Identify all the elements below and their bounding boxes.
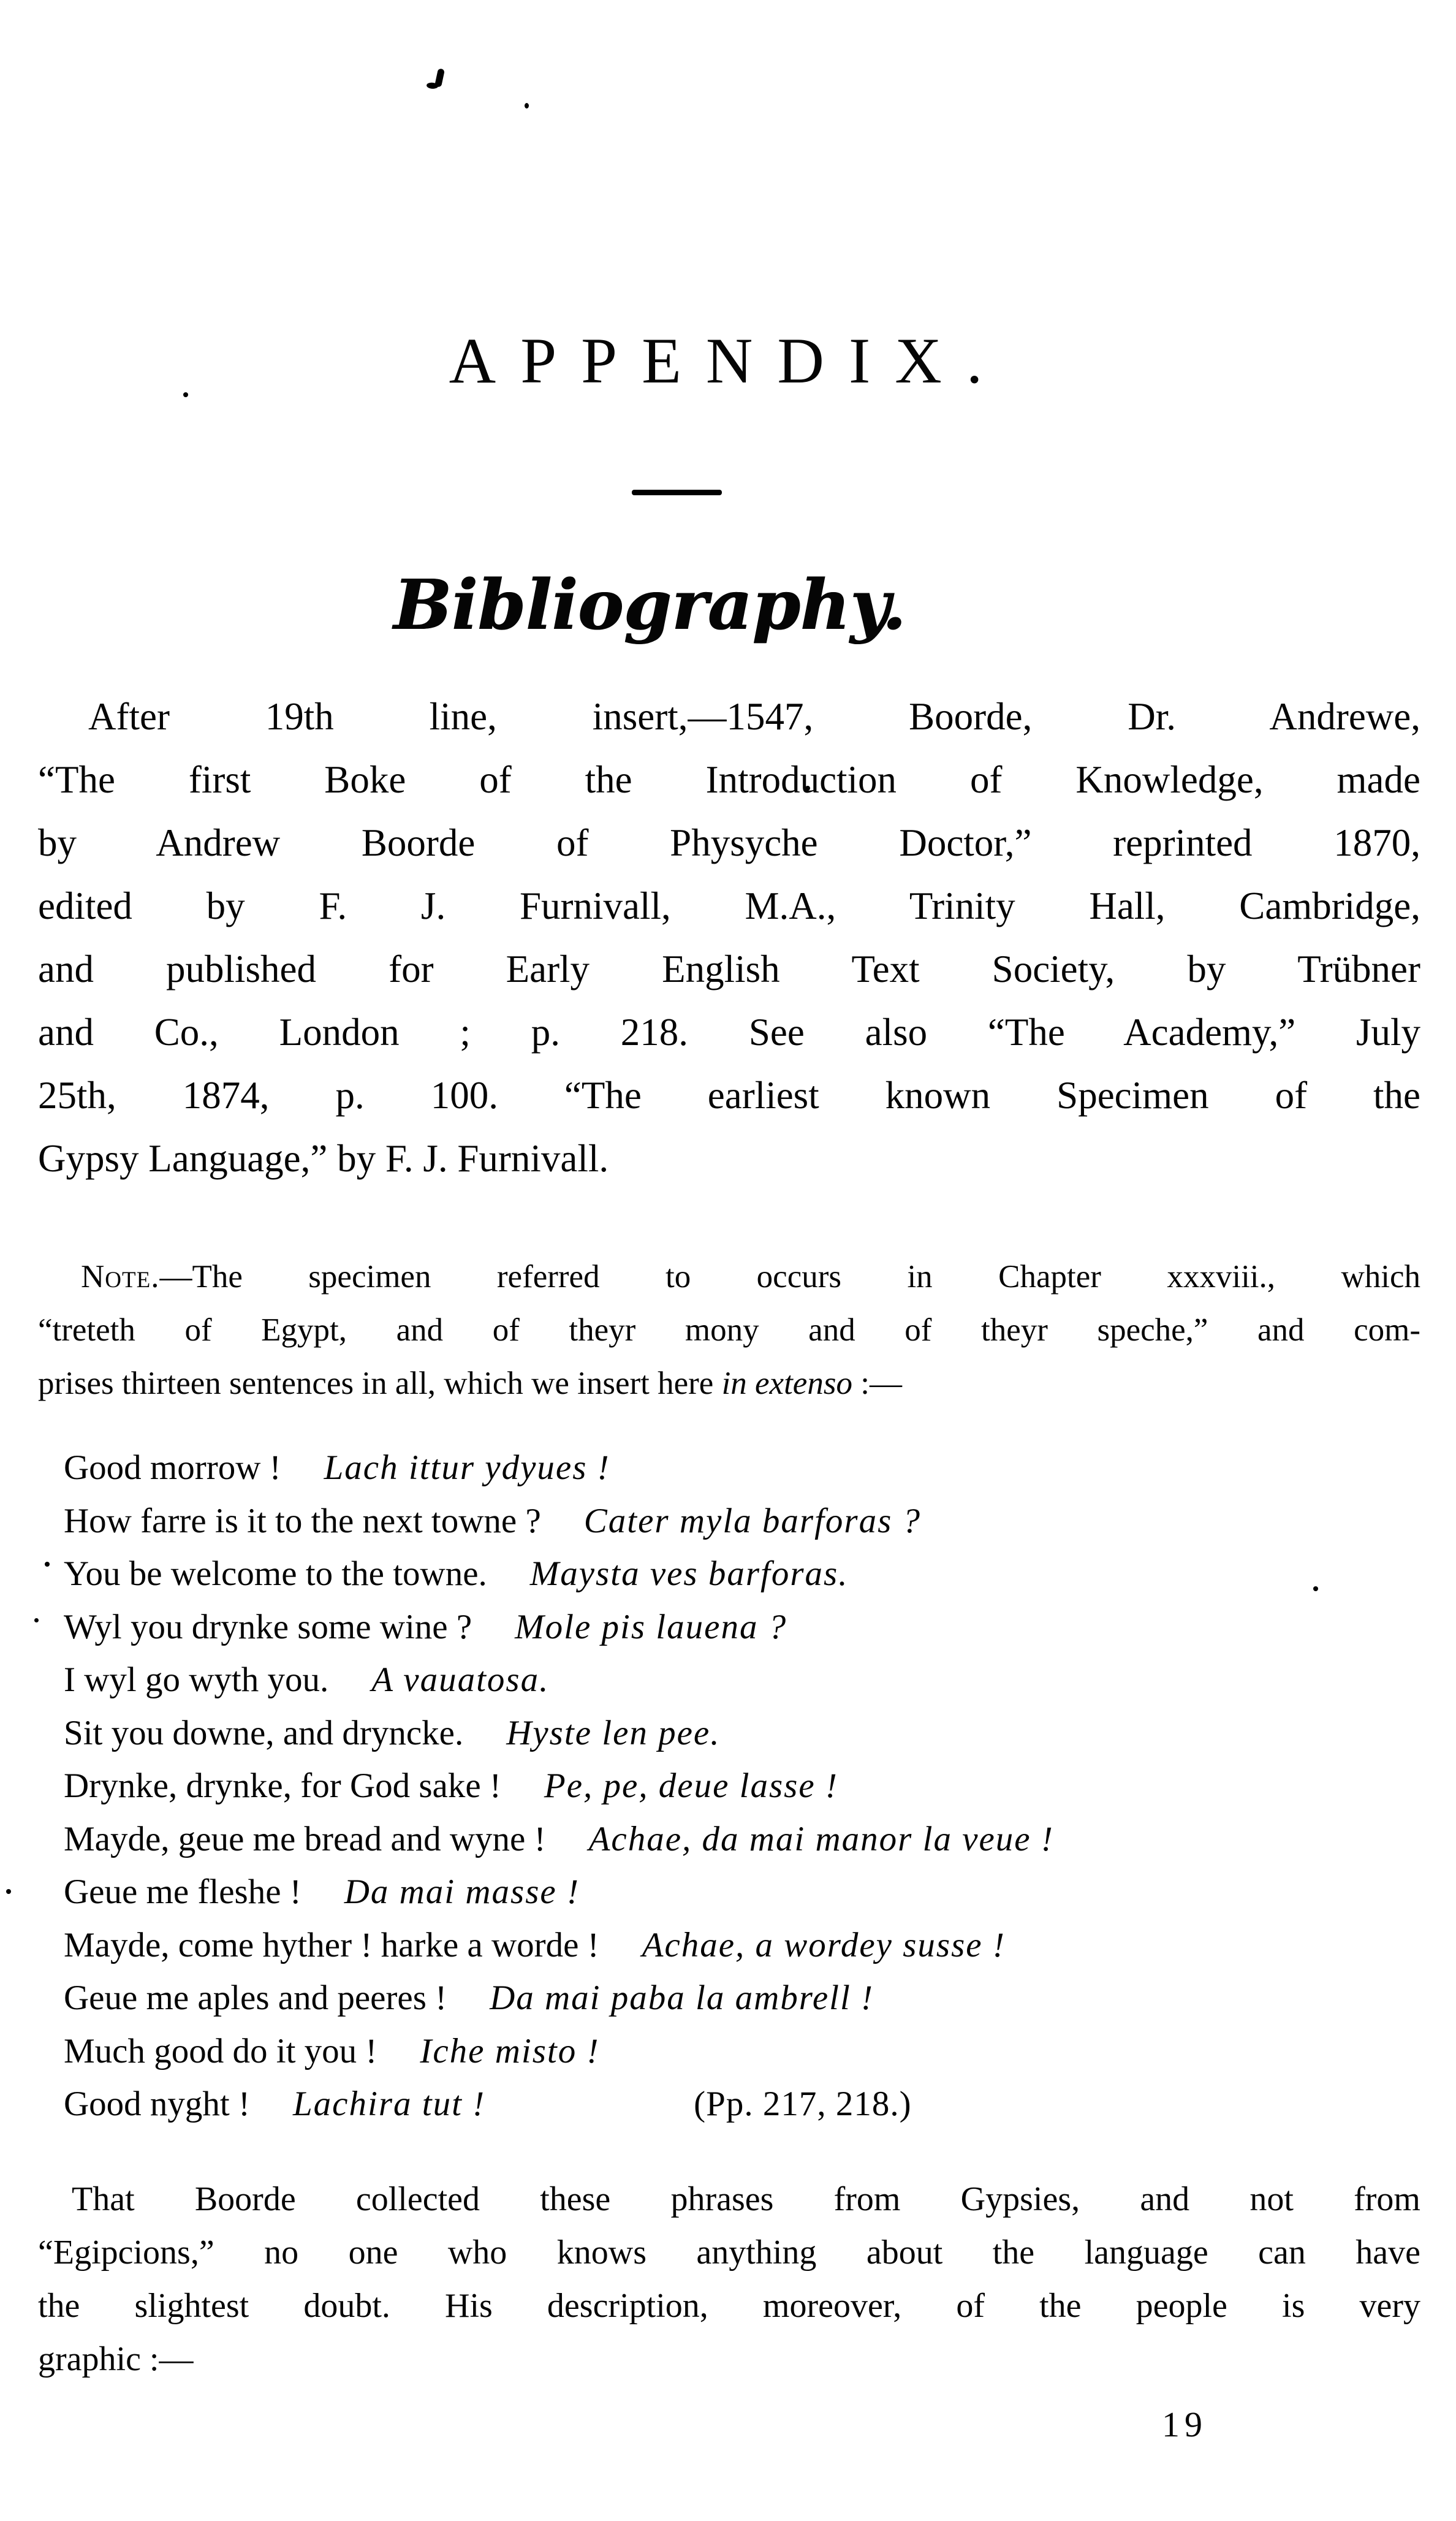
phrase-english: Mayde, come hyther ! harke a worde ! (64, 1925, 599, 1964)
phrase-english: Much good do it you ! (64, 2031, 377, 2070)
phrase-romani: Da mai masse ! (344, 1873, 580, 1911)
phrase-romani: Lach ittur ydyues ! (324, 1448, 610, 1487)
text-segment: :— (852, 1366, 902, 1401)
phrase-row (64, 1495, 1430, 1548)
phrase-english: Good morrow ! (64, 1448, 281, 1487)
text-segment: prises thirteen sentences in all, which we insert here (38, 1366, 722, 1401)
phrase-row (64, 1654, 1430, 1707)
ink-speck (434, 68, 445, 88)
note-paragraph (38, 1250, 1420, 1410)
phrase-english: Drynke, drynke, for God sake ! (64, 1766, 501, 1805)
phrase-english: Mayde, geue me bread and wyne ! (64, 1819, 546, 1858)
text-line (38, 685, 1420, 748)
phrase-english: I wyl go wyth you. (64, 1660, 329, 1699)
phrase-romani: Cater myla barforas ? (583, 1501, 922, 1540)
phrase-english: Sit you downe, and dryncke. (64, 1713, 464, 1752)
phrase-list (64, 1442, 1430, 2131)
phrase-row (64, 1707, 1430, 1760)
phrase-english: How farre is it to the next towne ? (64, 1501, 541, 1540)
text-line (38, 1304, 1420, 1357)
phrase-romani: Da mai paba la ambrell ! (490, 1979, 874, 2017)
text-line (38, 1001, 1420, 1064)
phrase-romani: Achae, a wordey susse ! (642, 1925, 1006, 1964)
text-segment: After 19th line, insert,—1547, Boorde, Dr. Andrewe, (88, 695, 1420, 738)
text-segment: “The first Boke of the Introduction of Knowledge, made (38, 758, 1420, 801)
text-segment: and Co., London ; p. 218. See also “The Academy,” July (38, 1011, 1420, 1054)
phrase-romani: Lachira tut ! (292, 2085, 486, 2123)
phrase-row (64, 1442, 1430, 1495)
phrase-romani: Hyste len pee. (506, 1713, 721, 1752)
page-reference: (Pp. 217, 218.) (694, 2085, 912, 2123)
text-line (38, 875, 1420, 938)
phrase-row (64, 1813, 1430, 1866)
text-segment: by Andrew Boorde of Physyche Doctor,” reprinted 1870, (38, 821, 1420, 864)
ink-speck (45, 1562, 50, 1567)
text-segment: —The specimen referred to occurs in Chapter xxxviii., which (159, 1259, 1420, 1295)
text-segment: 25th, 1874, p. 100. “The earliest known Specimen of the (38, 1074, 1420, 1117)
page-number: 19 (1162, 2405, 1207, 2444)
text-line (38, 2226, 1420, 2280)
text-segment: Note. (81, 1259, 160, 1295)
text-line (38, 2280, 1420, 2333)
phrase-row (64, 2025, 1430, 2078)
text-line (38, 1250, 1420, 1304)
phrase-romani: Maysta ves barforas. (529, 1554, 849, 1593)
divider-rule (632, 490, 722, 495)
text-segment: the slightest doubt. His description, moreover, of the people is very (38, 2287, 1420, 2325)
phrase-romani: A vauatosa. (371, 1660, 550, 1699)
text-line (38, 1357, 1420, 1410)
text-segment: edited by F. J. Furnivall, M.A., Trinity Hall, Cambridge, (38, 884, 1420, 927)
text-segment: graphic :— (38, 2340, 194, 2378)
phrase-english: Geue me aples and peeres ! (64, 1979, 447, 2017)
text-segment: That Boorde collected these phrases from Gypsies, and not from (72, 2180, 1420, 2218)
phrase-english: You be welcome to the towne. (64, 1554, 487, 1593)
text-line (38, 2333, 1420, 2386)
phrase-romani: Pe, pe, deue lasse ! (544, 1766, 838, 1805)
closing-paragraph (38, 2173, 1420, 2386)
text-line (38, 938, 1420, 1001)
phrase-english: Geue me fleshe ! (64, 1873, 301, 1911)
phrase-english: Wyl you drynke some wine ? (64, 1607, 472, 1646)
phrase-row (64, 2078, 1430, 2131)
phrase-romani: Mole pis lauena ? (515, 1607, 787, 1646)
ink-speck (6, 1889, 11, 1894)
text-line (38, 812, 1420, 875)
intro-paragraph (38, 685, 1420, 1190)
text-line (38, 1064, 1420, 1127)
text-segment: and published for Early English Text Society, by Trübner (38, 948, 1420, 991)
phrase-row (64, 1760, 1430, 1813)
phrase-romani: Achae, da mai manor la veue ! (588, 1819, 1054, 1858)
page-title: APPENDIX. (449, 325, 1007, 397)
phrase-row (64, 1548, 1430, 1601)
text-line (38, 748, 1420, 812)
ink-speck (525, 103, 529, 108)
phrase-english: Good nyght ! (64, 2085, 250, 2123)
text-line (38, 1127, 1420, 1190)
text-segment: Gypsy Language,” by F. J. Furnivall. (38, 1137, 609, 1180)
text-line (38, 2173, 1420, 2226)
phrase-romani: Iche misto ! (420, 2031, 600, 2070)
text-segment: in extenso (721, 1366, 852, 1401)
bibliography-heading: Bibliography. (393, 565, 906, 645)
phrase-row (64, 1972, 1430, 2025)
phrase-row (64, 1601, 1430, 1654)
text-segment: “treteth of Egypt, and of theyr mony and of theyr speche,” and com- (38, 1312, 1420, 1348)
phrase-row (64, 1866, 1430, 1919)
phrase-row (64, 1919, 1430, 1972)
ink-speck (34, 1618, 39, 1622)
text-segment: “Egipcions,” no one who knows anything about the language can have (38, 2234, 1420, 2272)
